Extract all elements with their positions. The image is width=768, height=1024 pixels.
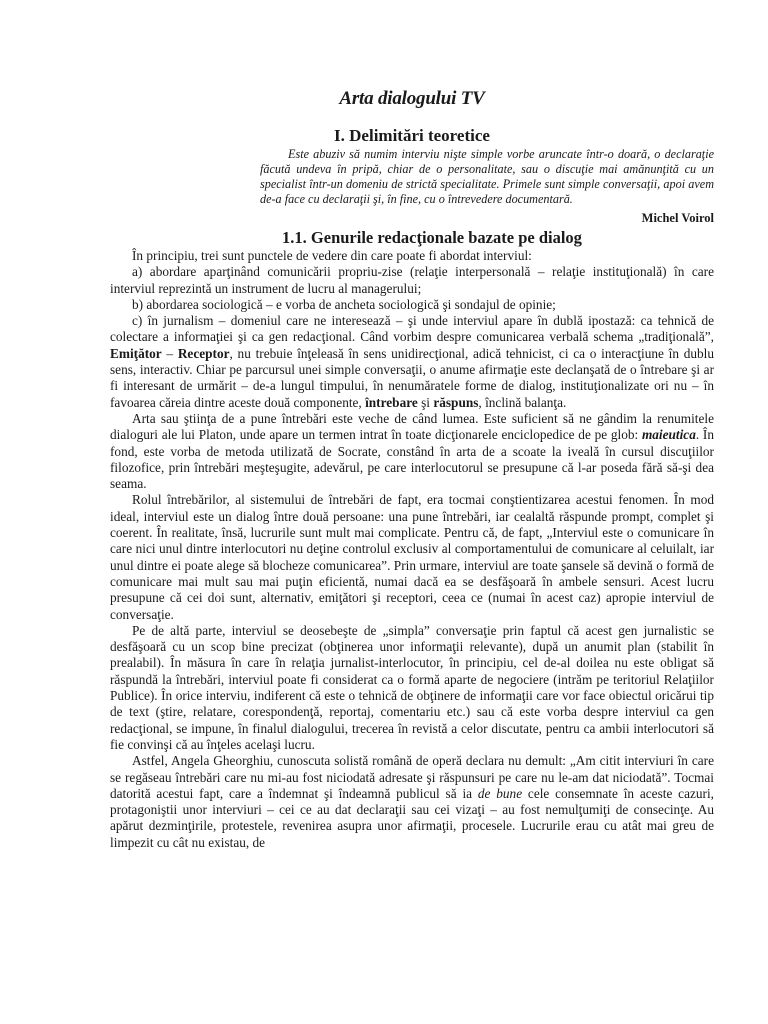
motto-author: Michel Voirol bbox=[641, 211, 714, 225]
section-heading: I. Delimitări teoretice bbox=[334, 126, 490, 145]
bold-term: Emiţător bbox=[110, 345, 162, 361]
text-run: , înclină balanţa. bbox=[478, 394, 567, 410]
paragraph bbox=[110, 313, 714, 411]
paragraph: a) abordare aparţinând comunicării propriu-zise (relaţie interpersonală – relaţie instituţională) în care interviul reprezintă un instrument de lucru al managerului; bbox=[110, 264, 714, 296]
paragraph: Pe de altă parte, interviul se deosebeşte de „simpla” conversaţie prin faptul că acest gen jurnalistic se desfăşoară cu un scop bine precizat (obţinerea unor informaţii relevante), după un anumit plan (stabilit în prealabil). În măsura în care în relaţia jurnalist-interlocutor, în principiu, cel de-al doilea nu este obligat să răspundă la întrebări, interviul poate fi considerat ca o formă aparte de negociere (intrăm pe teritoriul Relaţiilor Publice). În orice interviu, indiferent că este o tehnică de obţinere de informaţii care vor face obiectul oricărui tip de text (ştire, relatare, corespondenţă, reportaj, comentariu etc.) sau că este vorba despre interviul ca gen redacţional, se impune, în finalul dialogului, trecerea în revistă a celor discutate, pentru ca ambii interlocutori să fie convinşi că au înţeles acelaşi lucru. bbox=[110, 622, 714, 752]
text-run: c) în jurnalism – domeniul care ne interesează – şi unde interviul apare în dublă ipostază: ca tehnică de colectare a informaţiei şi ca gen redacţional. Când vorbim despre comunicarea verbală schema „tradiţională”, bbox=[110, 313, 714, 345]
text-run: , nu trebuie înţeleasă în sens unidirecţional, adică tehnicist, ci ca o interacţiune în dublu sens, interactiv. Chiar pe parcursul unei simple conversaţii, o anume afirmaţie este declanşată de o întrebare şi ar fi interesant de urmărit – de-a lungul timpului, în nenumăratele forme de dialog, instituţionalizate ori nu – în favoarea căreia dintre aceste două componente, bbox=[110, 345, 714, 410]
paragraph: b) abordarea sociologică – e vorba de ancheta sociologică şi sondajul de opinie; bbox=[132, 296, 556, 312]
bold-term: răspuns bbox=[433, 394, 479, 410]
paragraph: În principiu, trei sunt punctele de vedere din care poate fi abordat interviul: bbox=[132, 248, 532, 263]
text-run: Arta sau ştiinţa de a pune întrebări este veche de când lumea. Este suficient să ne gândim la renumitele dialoguri ale lui Platon, unde apare un termen intrat în toate dicţionarele enciclopedice de pe glob: bbox=[110, 410, 714, 443]
text-run: – bbox=[161, 345, 178, 361]
body-text bbox=[110, 248, 714, 851]
subsection-heading: 1.1. Genurile redacţionale bazate pe dialog bbox=[282, 228, 582, 247]
text-run: . În fond, este vorba de metoda utilizată de Socrate, constând în arta de a scoate la iveală în cursul discuţiilor filozofice, prin întrebări meşteşugite, adevărul, pe care interlocutorul se presupune că l-ar poseda fără să-şi dea seama. bbox=[110, 427, 714, 492]
paragraph bbox=[110, 753, 714, 851]
document-page bbox=[110, 88, 714, 851]
paragraph bbox=[110, 411, 714, 492]
bold-term: întrebare bbox=[365, 394, 418, 410]
text-run: cele consemnate în aceste cazuri, protagoniştii unor interviuri – cei ce au dat declaraţii sau cei vizaţi – au fost nemulţumiţi de consecinţe. Au apărut dezminţirile, protestele, revenirea asupra unor afirmaţii, procesele. Lucrurile erau cu atât mai greu de limpezit cu cât nu existau, de bbox=[110, 785, 714, 850]
paragraph: Rolul întrebărilor, al sistemului de întrebări de fapt, era tocmai conştientizarea acestui fenomen. În mod ideal, interviul este un dialog între două persoane: una pune întrebări, iar cealaltă răspunde prompt, complet şi coerent. În realitate, însă, lucrurile sunt mult mai complicate. Pentru că, de fapt, „Interviul este o comunicare în care nici unul dintre interlocutori nu deţine controlul exclusiv al comportamentului de comunicare al celuilalt, iar unul dintre ei poate alege să blocheze comunicarea”. Prin urmare, interviul are toate şansele să devină o formă de comunicare mai mult sau mai puţin eficientă, numai dacă ea se desfăşoară în ambele sensuri. Acest lucru presupune că cei doi sunt, alternativ, emiţători şi receptori, ceea ce (numai în acest caz) apropie interviul de conversaţie. bbox=[110, 492, 714, 622]
motto-quote: Este abuziv să numim interviu nişte simple vorbe aruncate într-o doară, o declaraţie făcută undeva în pripă, chiar de o personalitate, sau o discuţie mai amănunţită cu un specialist într-un domeniu de strictă specialitate. Primele sunt simple conversaţii, apoi avem de-a face cu declaraţii şi, în fine, cu o întrevedere documentară. bbox=[260, 147, 714, 206]
italic-term: de bune bbox=[477, 785, 523, 801]
text-run: Astfel, Angela Gheorghiu, cunoscuta solistă română de operă declara nu demult: „Am citit interviuri în care se regăseau întrebări care nu mi-au fost niciodată adresate şi răspunsuri pe care nu le-am dat niciodată”. Tocmai datorită acestui fapt, care a îndemnat şi îndeamnă publicul să ia bbox=[110, 753, 714, 801]
document-title: Arta dialogului TV bbox=[339, 88, 485, 109]
text-run: şi bbox=[417, 394, 434, 410]
bold-italic-term: maieutica bbox=[641, 427, 696, 443]
bold-term: Receptor bbox=[177, 345, 230, 361]
